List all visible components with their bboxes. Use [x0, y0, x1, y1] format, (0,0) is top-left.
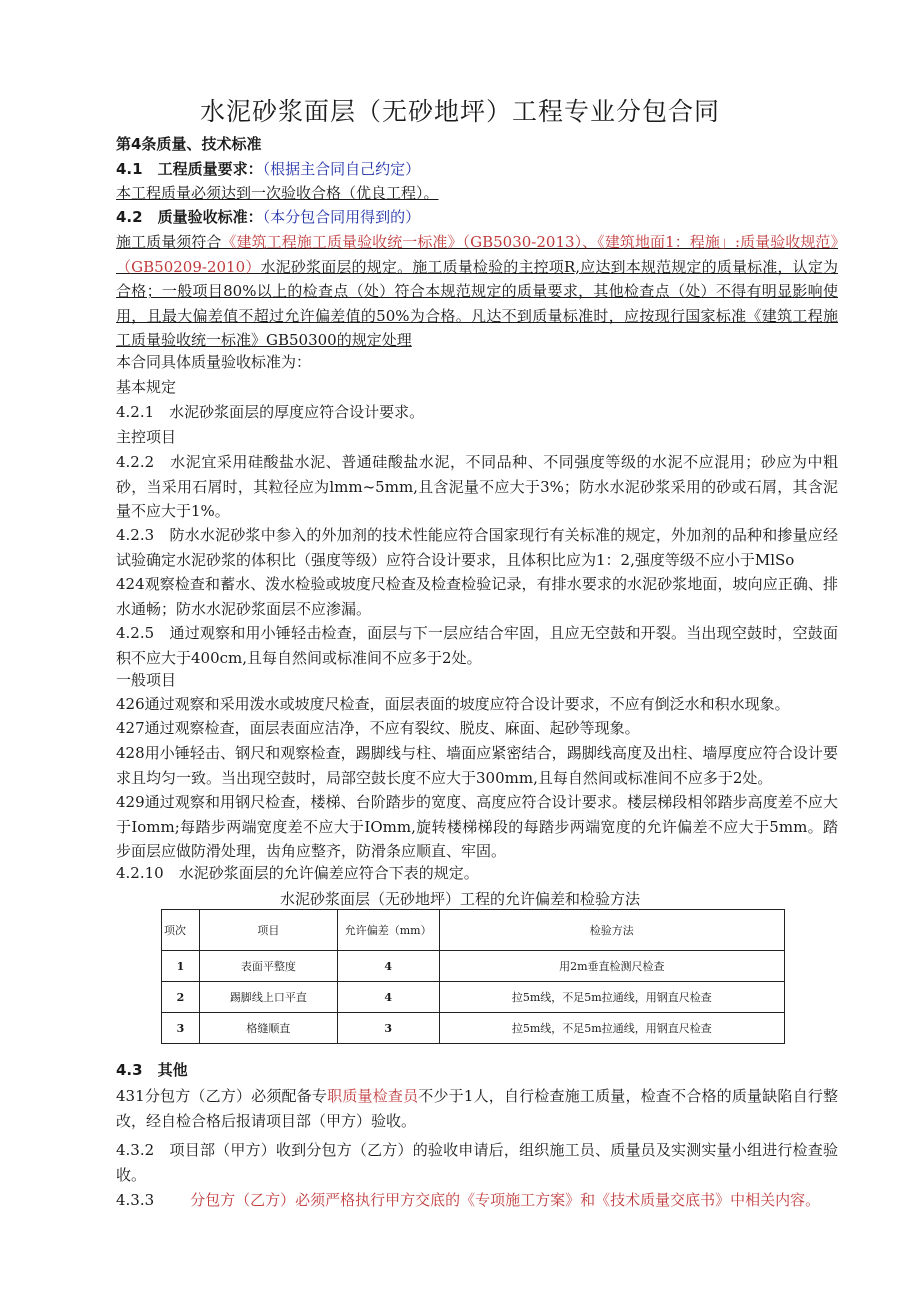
para-lead: 施工质量须符合: [116, 233, 222, 251]
row-tolerance: 4: [337, 951, 439, 982]
clause-4-3-1: [116, 1084, 838, 1133]
basic-rules-heading: 基本规定: [116, 378, 177, 396]
general-items-heading: 一般项目: [116, 671, 177, 689]
clause-4-2-10: 4.2.10 水泥砂浆面层的允许偏差应符合下表的规定。: [116, 864, 479, 882]
clause-4-2-6: 426通过观察和采用泼水或坡度尺检查，面层表面的坡度应符合设计要求，不应有倒泛水和积水现象。: [116, 695, 790, 713]
section-4-1-note: （根据主合同自己约定）: [262, 160, 421, 178]
section-4-2-note: （本分包合同用得到的）: [262, 208, 421, 226]
row-tolerance: 4: [337, 982, 439, 1013]
section-4-2-label: 4.2 质量验收标准：: [116, 208, 263, 226]
section-4-2-paragraph: [116, 230, 838, 353]
para-body: 水泥砂浆面层的规定。施工质量检验的主控项R,应达到本规范规定的质量标准，认定为合格；一般项目80%以上的检查点（处）符合本规范规定的质量要求，其他检查点（处）不得有明显影响使用，且最大偏差值不超过允许偏差值的50%为合格。凡达不到质量标准时，应按现行国家标准《建筑工程施工质量验收统一标准》GB50300的规定处理: [116, 257, 838, 349]
row-tolerance: 3: [337, 1013, 439, 1044]
clause-4-2-5: 4.2.5 通过观察和用小锤轻击检查，面层与下一层应结合牢固，且应无空鼓和开裂。当出现空鼓时，空鼓面积不应大于400cm,且每自然间或标准间不应多于2处。: [116, 624, 838, 667]
quality-inspector: 职质量检查员: [327, 1087, 419, 1105]
clause-4-3-2: 4.3.2 项目部（甲方）收到分包方（乙方）的验收申请后，组织施工员、质量员及实测实量小组进行检查验收。: [116, 1141, 838, 1184]
article-4-heading: 第4条质量、技术标准: [116, 135, 262, 153]
clause-4-2-2: 4.2.2 水泥宜采用硅酸盐水泥、普通硅酸盐水泥，不同品种、不同强度等级的水泥不应混用；砂应为中粗砂，当采用石屑时，其粒径应为lmm~5mm,且含泥量不应大于3%；防水水泥砂浆采用的砂或石屑，其含泥量不应大于1%。: [116, 453, 838, 520]
table-row: [162, 951, 785, 982]
row-index: 2: [162, 982, 200, 1013]
section-4-1: [116, 159, 420, 179]
clause-4-3-1-body: 不少于1人，自行检查施工质量，检查不合格的质量缺陷自行整改，经自检合格后报请项目部（甲方）验收。: [116, 1087, 838, 1130]
header-tolerance: 允许偏差（mm）: [337, 910, 439, 951]
main-items-heading: 主控项目: [116, 428, 177, 446]
clause-4-2-3: 4.2.3 防水水泥砂浆中参入的外加剂的技术性能应符合国家现行有关标准的规定，外加剂的品种和掺量应经试验确定水泥砂浆的体积比（强度等级）应符合设计要求，且体积比应为1：2,强度等级不应小于MlSo: [116, 526, 838, 569]
standard-references: 《建筑工程施工质量验收统一标准》（GB5030-2013）、《建筑地面1：程施」:质量验收规范》（GB50209-2010）: [116, 233, 838, 276]
document-title: 水泥砂浆面层（无砂地坪）工程专业分包合同: [199, 97, 720, 126]
clause-4-2-8: 428用小锤轻击、钢尺和观察检查，踢脚线与柱、墙面应紧密结合，踢脚线高度及出柱、墙厚度应符合设计要求且均匀一致。当出现空鼓时，局部空鼓长度不应大于300mm,且每自然间或标准间不应多于2处。: [116, 744, 838, 787]
deviation-table: [161, 909, 785, 1044]
table-header-row: [162, 910, 785, 951]
clause-4-2-7: 427通过观察检查，面层表面应洁净，不应有裂纹、脱皮、麻面、起砂等现象。: [116, 719, 640, 737]
table-row: [162, 1013, 785, 1044]
clause-4-3-3: [116, 1190, 820, 1210]
clause-4-2-4: 424观察检查和蓄水、泼水检验或坡度尺检查及检查检验记录，有排水要求的水泥砂浆地面，坡向应正确、排水通畅；防水水泥砂浆面层不应渗漏。: [116, 575, 838, 618]
clause-4-3-3-label: 4.3.3: [116, 1191, 155, 1209]
row-item: 格缝顺直: [199, 1013, 337, 1044]
header-item: 项目: [199, 910, 337, 951]
table-title: 水泥砂浆面层（无砂地坪）工程的允许偏差和检验方法: [279, 890, 640, 908]
section-4-1-label: 4.1 工程质量要求：: [116, 160, 263, 178]
table-row: [162, 982, 785, 1013]
row-method: 拉5m线，不足5m拉通线，用钢直尺检查: [439, 982, 784, 1013]
row-method: 拉5m线，不足5m拉通线，用钢直尺检查: [439, 1013, 784, 1044]
section-4-2: [116, 207, 420, 227]
header-method: 检验方法: [439, 910, 784, 951]
section-4-3-heading: 4.3 其他: [116, 1061, 188, 1079]
row-method: 用2m垂直检测尺检查: [439, 951, 784, 982]
header-index: 项次: [162, 910, 200, 951]
row-index: 3: [162, 1013, 200, 1044]
row-item: 踢脚线上口平直: [199, 982, 337, 1013]
row-index: 1: [162, 951, 200, 982]
row-item: 表面平整度: [199, 951, 337, 982]
clause-4-3-1-lead: 431分包方（乙方）必须配备专: [116, 1087, 328, 1105]
clause-4-3-3-text: 分包方（乙方）必须严格执行甲方交底的《专项施工方案》和《技术质量交底书》中相关内容。: [190, 1191, 821, 1209]
section-4-1-text: 本工程质量必须达到一次验收合格（优良工程）。: [116, 184, 439, 202]
clause-4-2-9: 429通过观察和用钢尺检查，楼梯、台阶踏步的宽度、高度应符合设计要求。楼层梯段相邻踏步高度差不应大于Iomm;每踏步两端宽度差不应大于IOmm,旋转楼梯梯段的每踏步两端宽度的允许偏差不应大于5mm。踏步面层应做防滑处理，齿角应整齐，防滑条应顺直、牢固。: [116, 793, 838, 860]
clause-4-2-1: 4.2.1 水泥砂浆面层的厚度应符合设计要求。: [116, 403, 425, 421]
specific-standards-intro: 本合同具体质量验收标准为：: [116, 353, 312, 371]
